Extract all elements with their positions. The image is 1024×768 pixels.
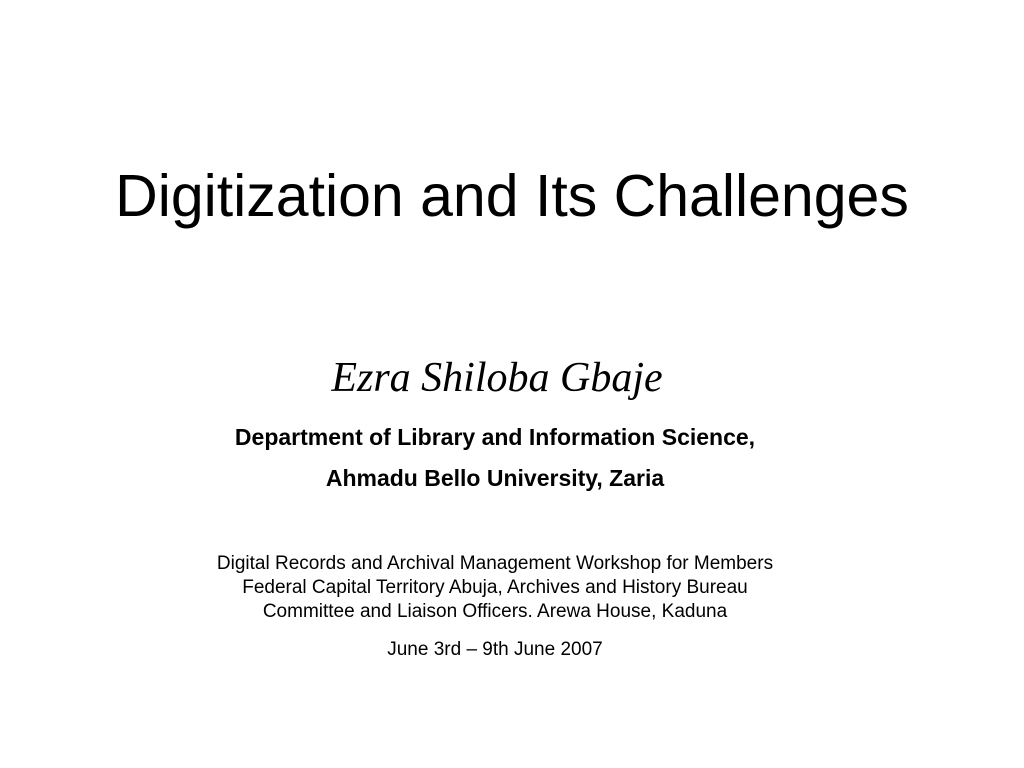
event-line-2: Federal Capital Territory Abuja, Archives and History Bureau xyxy=(242,577,748,598)
department-line: Department of Library and Information Science, xyxy=(234,424,756,450)
university-line: Ahmadu Bello University, Zaria xyxy=(325,465,665,491)
slide-title: Digitization and Its Challenges xyxy=(115,163,909,229)
author-name: Ezra Shiloba Gbaje xyxy=(331,355,663,401)
event-line-3: Committee and Liaison Officers. Arewa House, Kaduna xyxy=(262,601,728,622)
event-date: June 3rd – 9th June 2007 xyxy=(387,639,603,660)
event-description xyxy=(0,550,990,626)
event-line-1: Digital Records and Archival Management Workshop for Members xyxy=(216,553,774,574)
